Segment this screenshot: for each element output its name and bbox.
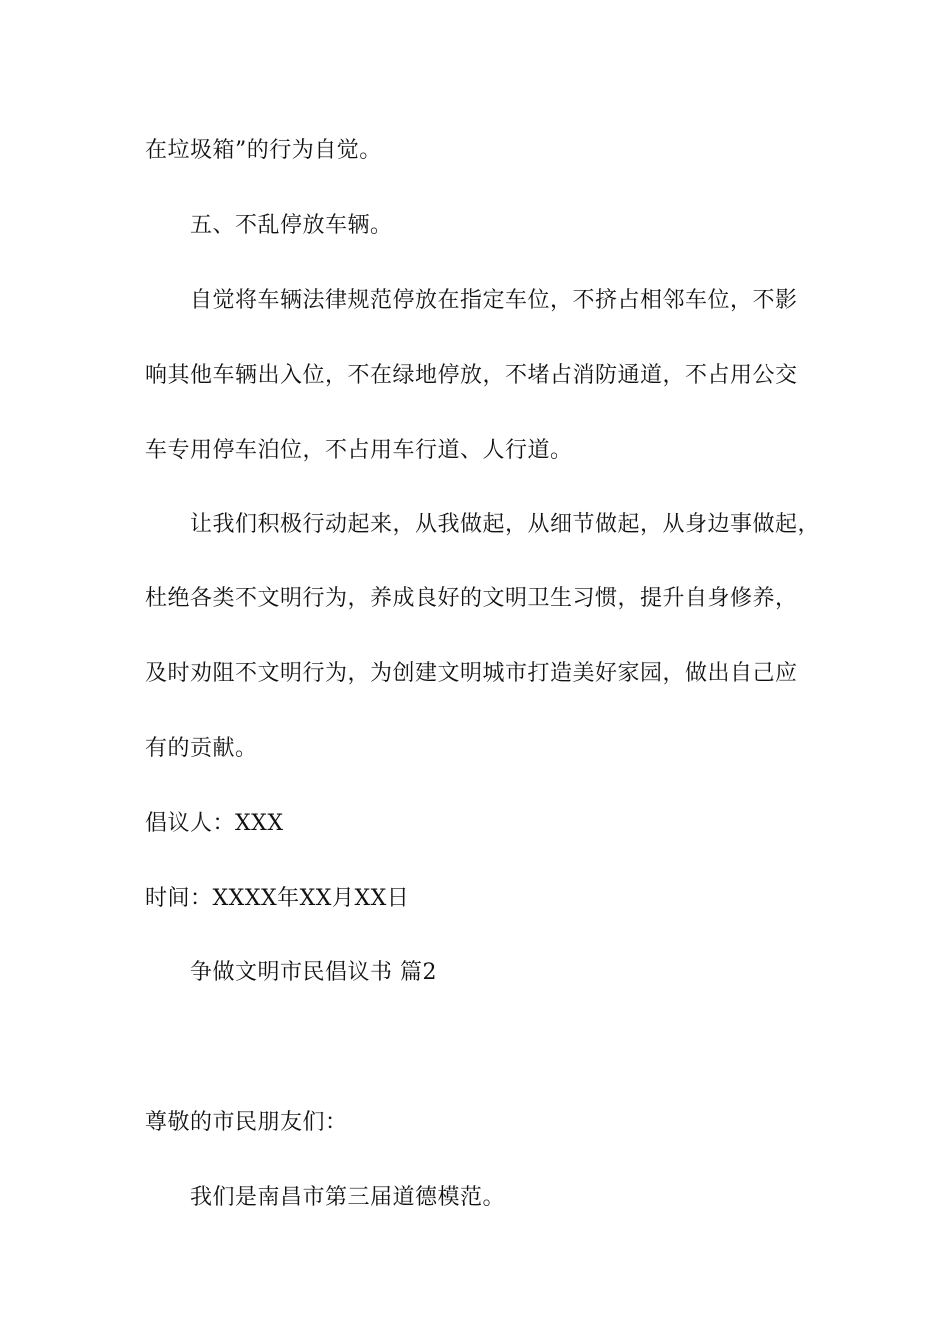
paragraph-line: 在垃圾箱”的行为自觉。 — [145, 138, 382, 163]
paragraph-line: 车专用停车泊位，不占用车行道、人行道。 — [145, 438, 573, 463]
paragraph-line: 我们是南昌市第三届道德模范。 — [190, 1185, 506, 1210]
paragraph-line: 响其他车辆出入位，不在绿地停放，不堵占消防通道，不占用公交 — [145, 363, 798, 388]
date-line: 时间：XXXX年XX月XX日 — [145, 886, 410, 911]
section-title: 争做文明市民倡议书 篇2 — [190, 960, 437, 985]
paragraph-line: 及时劝阻不文明行为，为创建文明城市打造美好家园，做出自己应 — [145, 661, 798, 686]
paragraph-line: 让我们积极行动起来，从我做起，从细节做起，从身边事做起， — [190, 512, 821, 537]
section-heading: 五、不乱停放车辆。 — [190, 213, 393, 238]
paragraph-line: 自觉将车辆法律规范停放在指定车位，不挤占相邻车位，不影 — [190, 288, 798, 313]
paragraph-line: 杜绝各类不文明行为，养成良好的文明卫生习惯，提升自身修养， — [145, 586, 798, 611]
proposer-line: 倡议人：XXX — [145, 811, 284, 836]
salutation: 尊敬的市民朋友们： — [145, 1110, 348, 1135]
paragraph-line: 有的贡献。 — [145, 736, 258, 761]
